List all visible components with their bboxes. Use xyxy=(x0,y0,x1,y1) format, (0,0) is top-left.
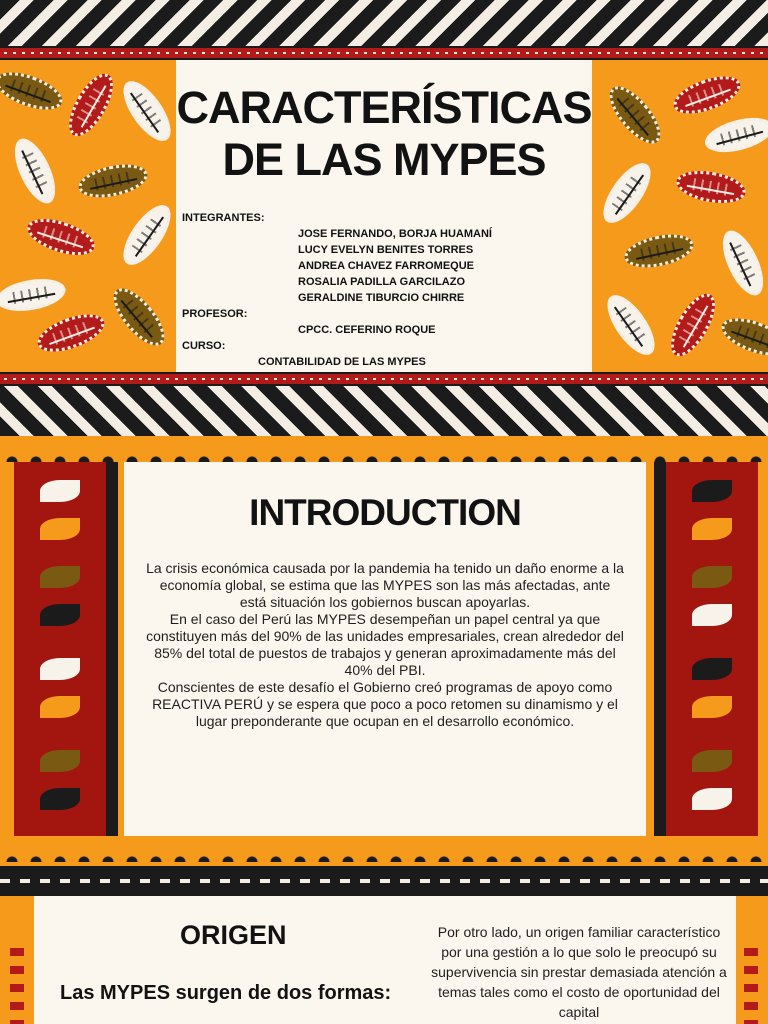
origin-text: Por otro lado, un origen familiar característico por una gestión a lo que solo le preocupó su supervivencia sin prestar demasiada atención a temas tales como el costo de oportunidad del capital xyxy=(431,924,727,1020)
dotted-strip-top xyxy=(0,46,768,60)
introduction-paragraph: La crisis económica causada por la pandemia ha tenido un daño enorme a la economía global, se estima que las MYPES son las más afectadas, ante está situación los gobiernos buscan apoyarlas. xyxy=(146,560,624,610)
profesor-name: CPCC. CEFERINO ROQUE xyxy=(298,324,436,336)
integrante-name: LUCY EVELYN BENITES TORRES xyxy=(298,244,474,256)
petal-icon xyxy=(40,518,80,540)
curso-label: CURSO: xyxy=(182,340,226,352)
dotted-strip-bottom xyxy=(0,372,768,386)
leaf-icon xyxy=(663,287,724,363)
leaf-icon xyxy=(669,69,745,121)
introduction-paragraph: En el caso del Perú las MYPES desempeñan un papel central ya que constituyen más del 90% de las unidades empresariales, crean alrededor del 85% del total de puestos de trabajos y generan aproximadamente más del 40% del PBI. xyxy=(146,611,624,678)
integrante-name: JOSE FERNANDO, BORJA HUAMANÍ xyxy=(298,228,492,240)
leaf-icon xyxy=(33,307,109,359)
introduction-title: INTRODUCTION xyxy=(249,492,521,533)
petal-icon xyxy=(692,480,732,502)
petal-icon xyxy=(40,750,80,772)
leaf-icon xyxy=(0,274,68,316)
petal-icon xyxy=(692,566,732,588)
leaf-panel-left xyxy=(0,60,176,372)
leaf-icon xyxy=(115,74,176,149)
leaf-icon xyxy=(595,156,660,231)
petal-column-left xyxy=(14,462,118,836)
leaf-icon xyxy=(717,311,768,363)
leaf-icon xyxy=(601,79,669,152)
leaf-icon xyxy=(7,133,64,209)
origin-side-pattern-right xyxy=(744,948,758,1024)
pattern-row-bottom xyxy=(0,840,768,862)
origin-side-pattern-left xyxy=(10,948,24,1024)
leaf-icon xyxy=(599,288,664,363)
leaf-icon xyxy=(0,65,67,117)
cover-title-line1: CARACTERÍSTICAS xyxy=(176,82,592,133)
curso-name: CONTABILIDAD DE LAS MYPES xyxy=(258,356,426,368)
leaf-panel-right xyxy=(592,60,768,372)
petal-icon xyxy=(40,788,80,810)
origin-subtitle: Las MYPES surgen de dos formas: xyxy=(60,982,392,1004)
introduction-card xyxy=(124,462,646,836)
petal-icon xyxy=(40,696,80,718)
petal-icon xyxy=(40,658,80,680)
petal-icon xyxy=(692,750,732,772)
petal-icon xyxy=(40,604,80,626)
cover-card xyxy=(176,60,592,372)
integrante-name: GERALDINE TIBURCIO CHIRRE xyxy=(298,292,465,304)
petal-icon xyxy=(40,480,80,502)
petal-column-right xyxy=(654,462,758,836)
integrante-name: ANDREA CHAVEZ FARROMEQUE xyxy=(298,260,475,272)
leaf-icon xyxy=(76,159,151,203)
zigzag-border-middle xyxy=(0,386,768,436)
leaf-icon xyxy=(115,198,176,273)
leaf-icon xyxy=(715,225,768,301)
pattern-row-top xyxy=(0,440,768,462)
leaf-icon xyxy=(105,281,173,354)
origin-title: ORIGEN xyxy=(180,920,287,950)
integrantes-label: INTEGRANTES: xyxy=(182,212,265,224)
introduction-text xyxy=(146,560,624,730)
leaf-icon xyxy=(23,212,99,262)
leaf-icon xyxy=(674,166,748,208)
petal-icon xyxy=(692,696,732,718)
petal-icon xyxy=(692,518,732,540)
petal-icon xyxy=(692,604,732,626)
leaf-icon xyxy=(61,67,122,143)
cover-title xyxy=(176,82,592,186)
petal-icon xyxy=(40,566,80,588)
petal-icon xyxy=(692,658,732,680)
cover-title-line2: DE LAS MYPES xyxy=(222,134,546,185)
introduction-paragraph: Conscientes de este desafío el Gobierno creó programas de apoyo como REACTIVA PERÚ y se espera que poco a poco retomen su dinamismo y el lugar preponderante que ocupan en el desarrollo económico. xyxy=(152,679,618,729)
profesor-label: PROFESOR: xyxy=(182,308,248,320)
petal-icon xyxy=(692,788,732,810)
leaf-icon xyxy=(622,229,697,273)
zigzag-border-top xyxy=(0,0,768,46)
leaf-icon xyxy=(701,111,768,158)
integrante-name: ROSALIA PADILLA GARCILAZO xyxy=(298,276,466,288)
dotted-divider xyxy=(0,866,768,896)
